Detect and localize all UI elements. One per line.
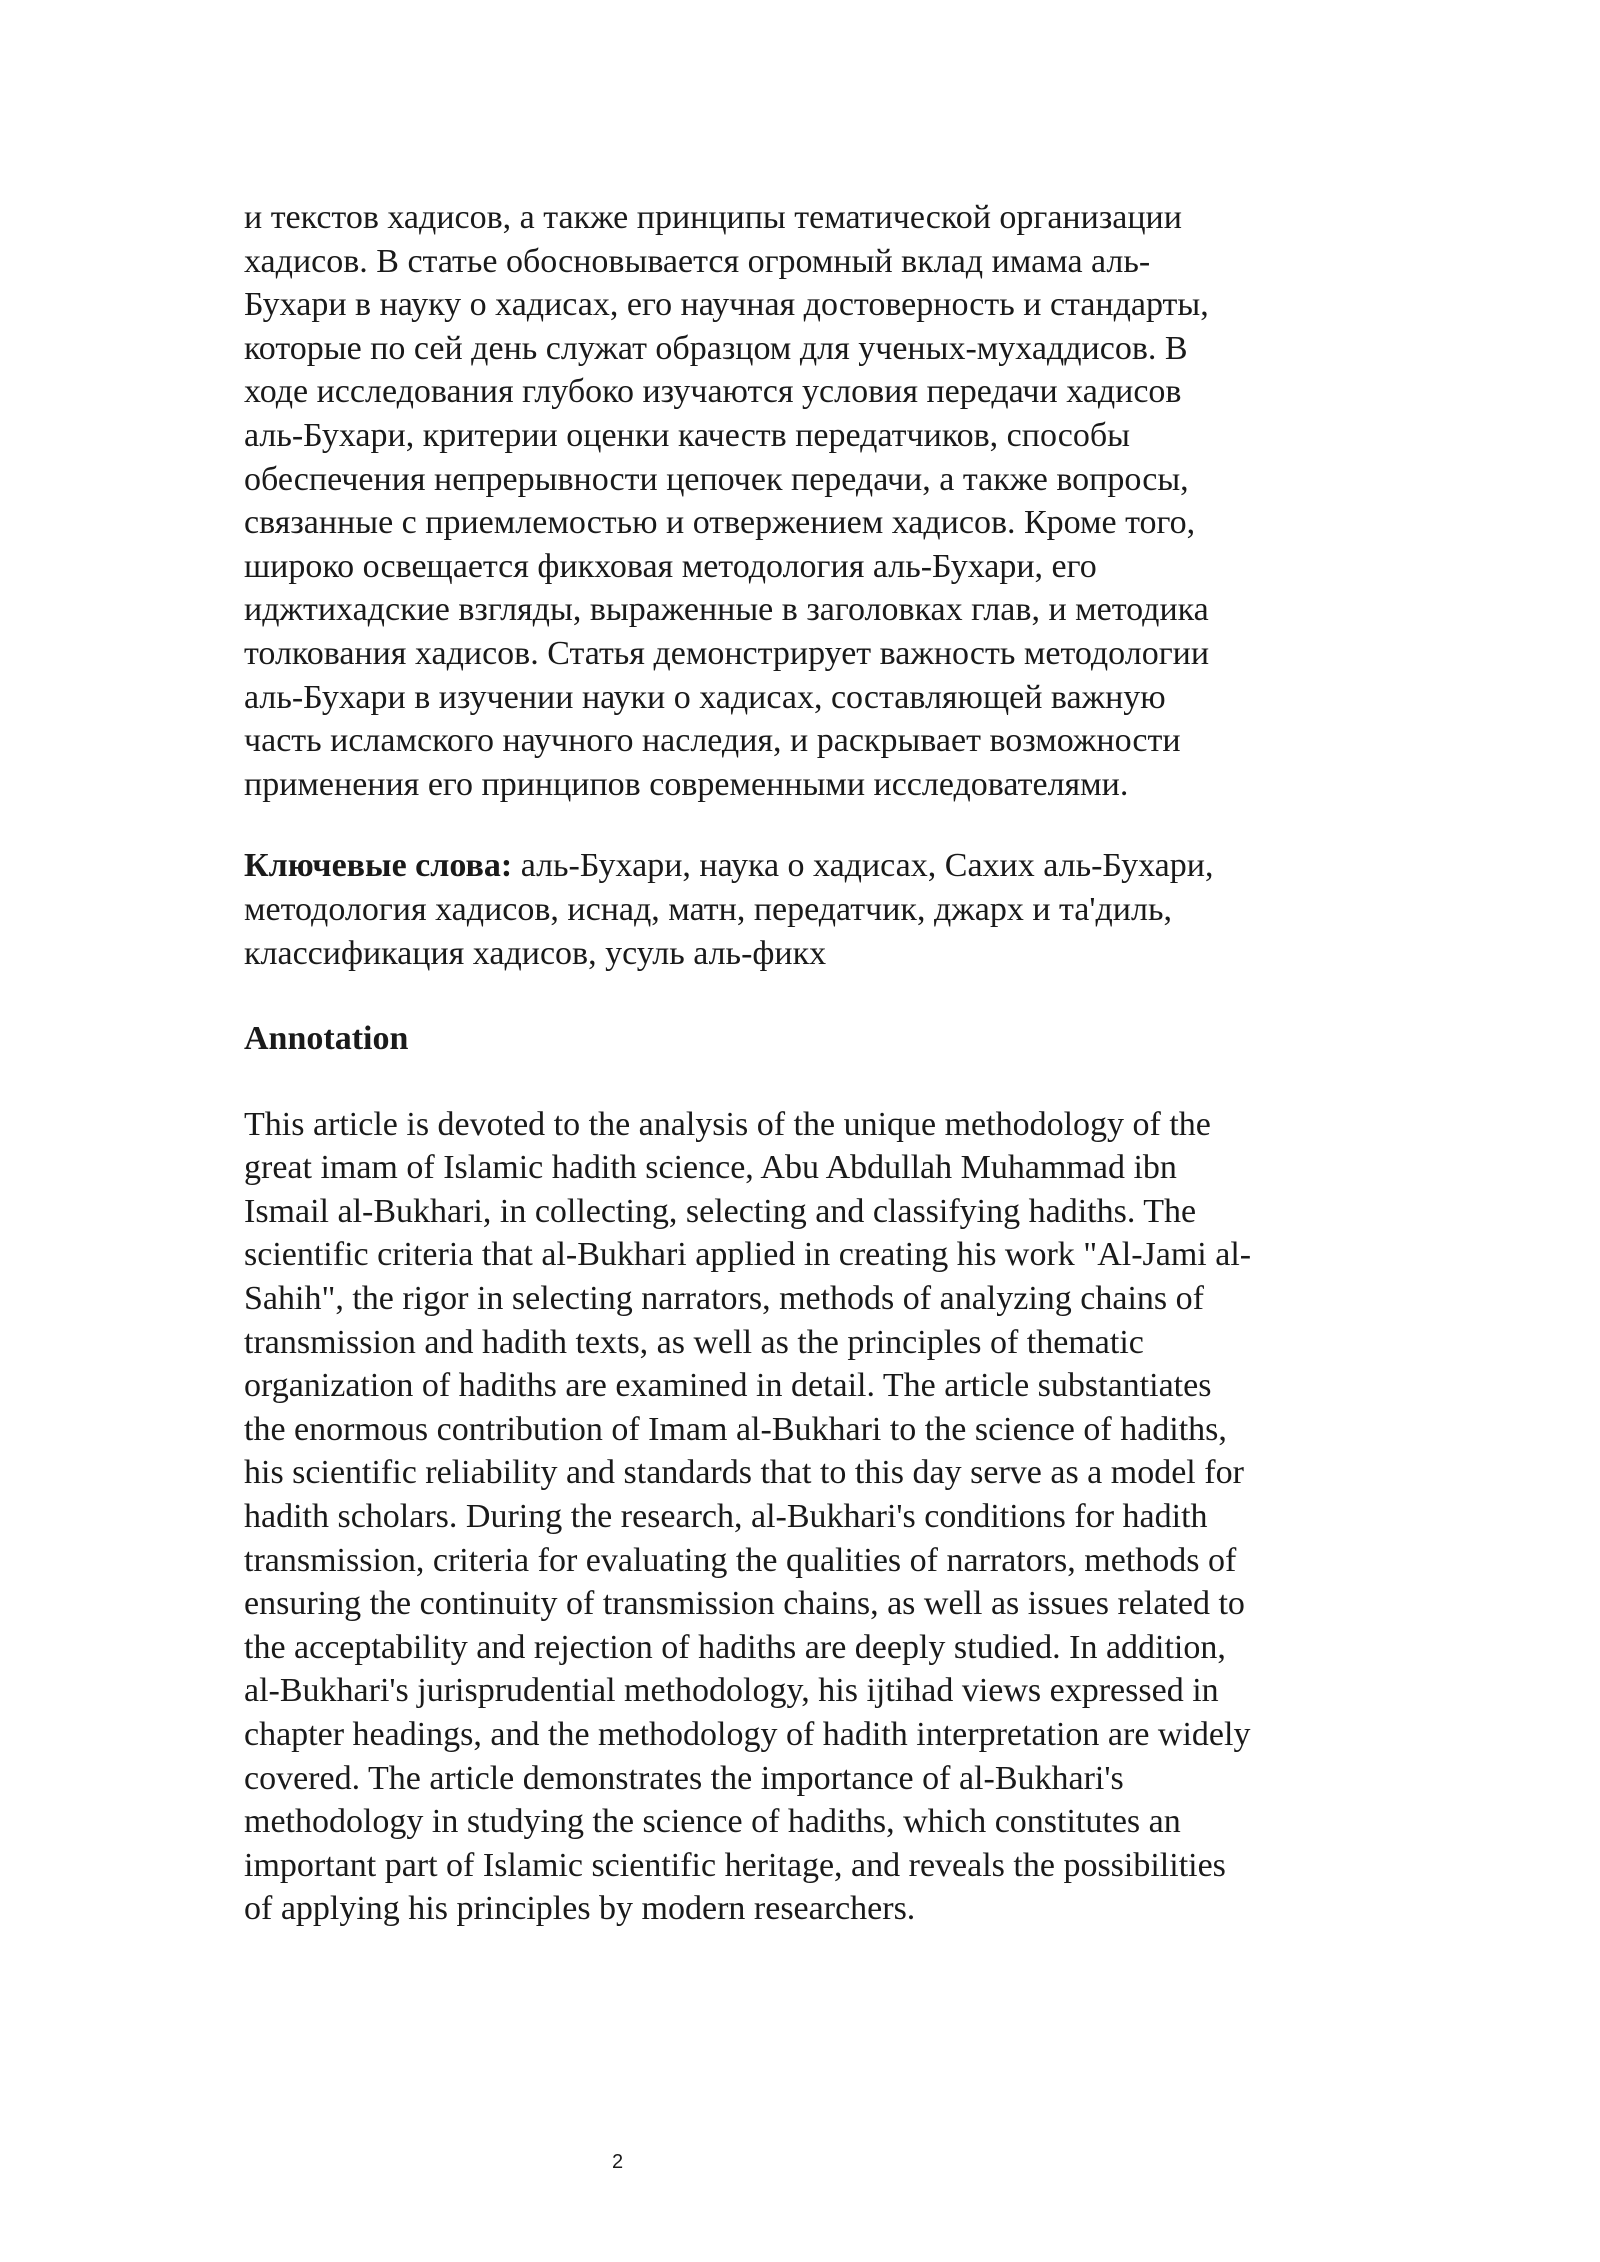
keywords-line: аль-Бухари, наука о хадисах, Сахих аль-Бухари, xyxy=(512,847,1214,885)
en-line: al-Bukhari's jurisprudential methodology, his ijtihad views expressed in xyxy=(244,1672,1219,1710)
ru-line: связанные с приемлемостью и отвержением хадисов. Кроме того, xyxy=(244,504,1196,542)
ru-line: применения его принципов современными исследователями. xyxy=(244,765,1129,803)
en-line: his scientific reliability and standards that to this day serve as a model for xyxy=(244,1454,1244,1492)
ru-line: аль-Бухари в изучении науки о хадисах, составляющей важную xyxy=(244,678,1166,716)
en-line: the acceptability and rejection of hadiths are deeply studied. In addition, xyxy=(244,1628,1226,1666)
en-line: transmission, criteria for evaluating the qualities of narrators, methods of xyxy=(244,1541,1237,1579)
en-line: hadith scholars. During the research, al-Bukhari's conditions for hadith xyxy=(244,1498,1208,1536)
en-line: methodology in studying the science of hadiths, which constitutes an xyxy=(244,1803,1181,1841)
ru-line: и текстов хадисов, а также принципы тематической организации xyxy=(244,199,1182,236)
en-line: Sahih", the rigor in selecting narrators, methods of analyzing chains of xyxy=(244,1280,1204,1318)
en-line: chapter headings, and the methodology of hadith interpretation are widely xyxy=(244,1716,1251,1753)
ru-line: Бухари в науку о хадисах, его научная достоверность и стандарты, xyxy=(244,286,1209,324)
en-line: great imam of Islamic hadith science, Abu Abdullah Muhammad ibn xyxy=(244,1149,1177,1187)
ru-line: обеспечения непрерывности цепочек передачи, а также вопросы, xyxy=(244,460,1189,498)
en-line: of applying his principles by modern researchers. xyxy=(244,1890,916,1928)
keywords-line: классификация хадисов, усуль аль-фикх xyxy=(244,934,827,972)
keywords-label: Ключевые слова: xyxy=(244,847,513,885)
page-number: 2 xyxy=(611,2151,624,2173)
text-column xyxy=(244,196,1384,1931)
ru-line: аль-Бухари, критерии оценки качеств передатчиков, способы xyxy=(244,416,1131,454)
en-line: important part of Islamic scientific heritage, and reveals the possibilities xyxy=(244,1846,1226,1884)
annotation-paragraph xyxy=(244,1103,1384,1931)
ru-line: которые по сей день служат образцом для ученых-мухаддисов. В xyxy=(244,329,1188,367)
ru-line: часть исламского научного наследия, и раскрывает возможности xyxy=(244,722,1181,760)
keywords-paragraph xyxy=(244,844,1384,975)
en-line: covered. The article demonstrates the importance of al-Bukhari's xyxy=(244,1759,1124,1797)
ru-line: хадисов. В статье обосновывается огромный вклад имама аль- xyxy=(244,242,1151,280)
en-line: scientific criteria that al-Bukhari applied in creating his work "Al-Jami al- xyxy=(244,1236,1252,1274)
annotation-heading: Annotation xyxy=(244,1020,409,1058)
en-line: the enormous contribution of Imam al-Bukhari to the science of hadiths, xyxy=(244,1410,1227,1448)
keywords-line: методология хадисов, иснад, матн, передатчик, джарх и та'диль, xyxy=(244,890,1172,928)
en-line: transmission and hadith texts, as well as the principles of thematic xyxy=(244,1323,1144,1361)
ru-line: иджтихадские взгляды, выраженные в заголовках глав, и методика xyxy=(244,591,1209,629)
en-line: Ismail al-Bukhari, in collecting, selecting and classifying hadiths. The xyxy=(244,1192,1197,1230)
en-line: This article is devoted to the analysis of the unique methodology of the xyxy=(244,1105,1211,1143)
en-line: organization of hadiths are examined in detail. The article substantiates xyxy=(244,1367,1212,1405)
ru-line: широко освещается фикховая методология аль-Бухари, его xyxy=(244,547,1097,585)
en-line: ensuring the continuity of transmission chains, as well as issues related to xyxy=(244,1585,1245,1623)
ru-line: ходе исследования глубоко изучаются условия передачи хадисов xyxy=(244,373,1182,411)
ru-line: толкования хадисов. Статья демонстрирует важность методологии xyxy=(244,634,1210,672)
russian-abstract-paragraph xyxy=(244,196,1384,806)
